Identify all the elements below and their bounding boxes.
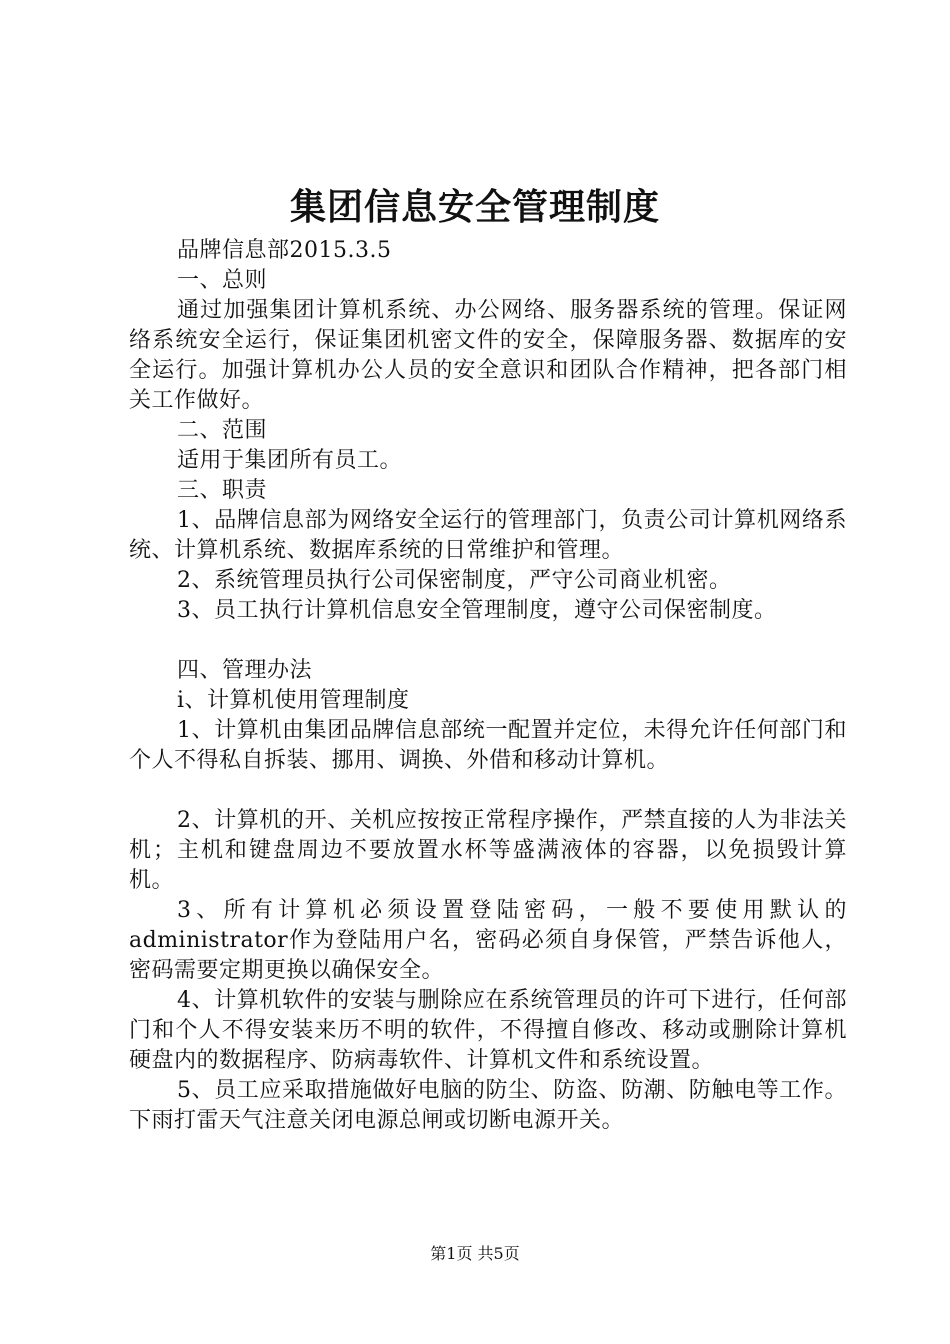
section-heading-scope: 二、范围	[177, 418, 268, 443]
paragraph-duty-2: 2、系统管理员执行公司保密制度，严守公司商业机密。	[177, 568, 732, 593]
section-heading-management: 四、管理办法	[177, 658, 313, 683]
document-title: 集团信息安全管理制度	[289, 187, 660, 228]
paragraph-rule-3: 3、所有计算机必须设置登陆密码，一般不要使用默认的administrator作为登陆用户名，密码必须自身保管，严禁告诉他人，密码需要定期更换以确保安全。	[129, 898, 847, 983]
paragraph-duty-1: 1、品牌信息部为网络安全运行的管理部门，负责公司计算机网络系统、计算机系统、数据库系统的日常维护和管理。	[129, 508, 847, 563]
section-heading-general: 一、总则	[177, 268, 268, 293]
document-author-date: 品牌信息部2015.3.5	[177, 238, 392, 263]
paragraph-rule-2: 2、计算机的开、关机应按按正常程序操作，严禁直接的人为非法关机；主机和键盘周边不要放置水杯等盛满液体的容器，以免损毁计算机。	[129, 808, 847, 893]
paragraph-scope: 适用于集团所有员工。	[177, 448, 403, 473]
document-body	[129, 236, 847, 1136]
paragraph-rule-1: 1、计算机由集团品牌信息部统一配置并定位，未得允许任何部门和个人不得私自拆装、挪用、调换、外借和移动计算机。	[129, 718, 847, 773]
paragraph-duty-3: 3、员工执行计算机信息安全管理制度，遵守公司保密制度。	[177, 598, 777, 623]
paragraph-general: 通过加强集团计算机系统、办公网络、服务器系统的管理。保证网络系统安全运行，保证集团机密文件的安全，保障服务器、数据库的安全运行。加强计算机办公人员的安全意识和团队合作精神，把各部门相关工作做好。	[129, 298, 847, 413]
section-heading-duties: 三、职责	[177, 478, 268, 503]
subsection-heading-computer-use: i、计算机使用管理制度	[177, 688, 410, 713]
paragraph-rule-4: 4、计算机软件的安装与删除应在系统管理员的许可下进行，任何部门和个人不得安装来历不明的软件，不得擅自修改、移动或删除计算机硬盘内的数据程序、防病毒软件、计算机文件和系统设置。	[129, 988, 847, 1073]
paragraph-rule-5: 5、员工应采取措施做好电脑的防尘、防盗、防潮、防触电等工作。下雨打雷天气注意关闭电源总闸或切断电源开关。	[129, 1078, 847, 1133]
page-number-footer: 第1页 共5页	[430, 1244, 520, 1263]
